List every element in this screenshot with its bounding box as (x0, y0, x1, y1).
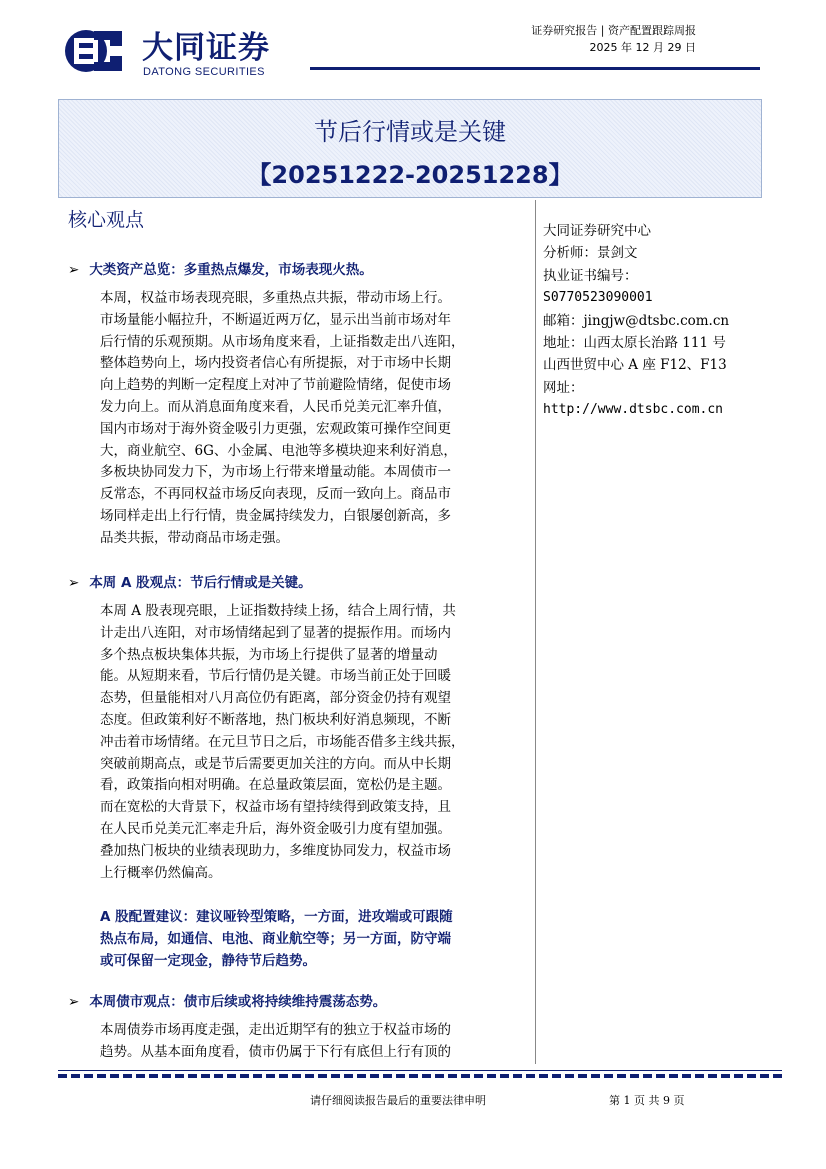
text-line: 多个热点板块集体共振，为市场上行提供了显著的增量动 (100, 646, 438, 663)
website-link[interactable]: http://www.dtsbc.com.cn (543, 402, 724, 418)
logo-text-en: DATONG SECURITIES (143, 66, 265, 78)
text-line: 后行情的乐观预期。从市场角度来看，上证指数走出八连阳， (100, 333, 465, 350)
address-line-2: 山西世贸中心 A 座 F12、F13 (543, 357, 727, 374)
report-period: 【20251222-20251228】 (247, 161, 573, 189)
text-line: 场同样走出上行行情，贵金属持续发力，白银屡创新高，多 (100, 507, 451, 524)
arrow-bullet-icon: ➢ (68, 994, 80, 1010)
text-line: 或可保留一定现金，静待节后趋势。 (100, 952, 316, 969)
text-line: 本周 A 股表现亮眼，上证指数持续上扬，结合上周行情，共 (100, 603, 456, 619)
text-line: 国内市场对于海外资金吸引力更强，宏观政策可操作空间更 (100, 420, 451, 437)
bullet-heading-3 (68, 990, 386, 1010)
text-line: 市场量能小幅拉升，不断逼近两万亿，显示出当前市场对年 (100, 311, 451, 328)
text-line: 大，商业航空、6G、小金属、电池等多模块迎来利好消息， (100, 442, 457, 459)
text-line: 叠加热门板块的业绩表现助力，多维度协同发力，权益市场 (100, 842, 451, 859)
text-line: 热点布局，如通信、电池、商业航空等；另一方面，防守端 (100, 930, 451, 947)
text-line: 本周，权益市场表现亮眼，多重热点共振，带动市场上行。 (100, 290, 451, 306)
bullet-text: 大类资产总览：多重热点爆发，市场表现火热。 (89, 262, 373, 278)
analyst-info (543, 220, 773, 422)
bullet-heading-1 (68, 258, 373, 278)
paragraph-a-share-view (100, 601, 530, 884)
text-line: 态势，但量能相对八月高位仍有距离，部分资金仍持有观望 (100, 690, 451, 707)
bullet-text: 本周 A 股观点：节后行情或是关键。 (89, 575, 312, 591)
title-banner (58, 99, 762, 198)
text-line: 突破前期高点，或是节后需要更加关注的方向。而从中长期 (100, 755, 451, 772)
bullet-text: 本周债市观点：债市后续或将持续维持震荡态势。 (89, 994, 387, 1010)
logo-text-cn: 大同证券 (142, 30, 270, 66)
paragraph-asset-overview (100, 288, 530, 550)
text-line: 向上趋势的判断一定程度上对冲了节前避险情绪，促使市场 (100, 377, 451, 394)
text-line: 冲击着市场情绪。在元旦节日之后，市场能否借多主线共振， (100, 733, 465, 750)
header-rule (310, 67, 760, 70)
report-type: 证券研究报告 | 资产配置跟踪周报 (531, 24, 696, 37)
page-number: 第 1 页 共 9 页 (609, 1094, 685, 1107)
column-divider (535, 200, 536, 1064)
legal-disclaimer-note: 请仔细阅读报告最后的重要法律申明 (310, 1094, 486, 1107)
bullet-heading-2 (68, 571, 312, 591)
text-line: 上行概率仍然偏高。 (100, 864, 222, 881)
text-line: 计走出八连阳，对市场情绪起到了显著的提振作用。而场内 (100, 624, 451, 641)
text-line: 整体趋势向上，场内投资者信心有所提振，对于市场中长期 (100, 355, 451, 372)
address-line-1: 地址：山西太原长治路 111 号 (543, 335, 726, 352)
company-logo (64, 26, 284, 84)
footer-rule (58, 1070, 782, 1079)
text-line: 本周债券市场再度走强，走出近期罕有的独立于权益市场的 (100, 1022, 451, 1038)
section-title: 核心观点 (68, 209, 145, 231)
text-line: 看，政策指向相对明确。在总量政策层面，宽松仍是主题。 (100, 777, 451, 794)
cert-number: S0770523090001 (543, 290, 653, 306)
text-line: 趋势。从基本面角度看，债市仍属于下行有底但上行有顶的 (100, 1043, 451, 1060)
text-line: A 股配置建议：建议哑铃型策略，一方面，进攻端或可跟随 (100, 909, 453, 925)
text-line: 发力向上。而从消息面角度来看，人民币兑美元汇率升值， (100, 398, 451, 415)
report-title: 节后行情或是关键 (314, 118, 506, 146)
text-line: 在人民币兑美元汇率走升后，海外资金吸引力度有望加强。 (100, 820, 451, 837)
website-label: 网址： (543, 379, 584, 396)
text-line: 反常态，不再同权益市场反向表现，反而一致向上。商品市 (100, 486, 451, 503)
logo-mark-icon (64, 26, 124, 76)
paragraph-bond-view (100, 1020, 530, 1064)
text-line: 态度。但政策利好不断落地，热门板块利好消息频现，不断 (100, 711, 451, 728)
research-center: 大同证券研究中心 (543, 223, 651, 239)
text-line: 品类共振，带动商品市场走强。 (100, 529, 289, 546)
cert-label: 执业证书编号： (543, 267, 638, 284)
arrow-bullet-icon: ➢ (68, 575, 80, 591)
text-line: 多板块协同发力下，为市场上行带来增量动能。本周债市一 (100, 464, 451, 481)
email-address[interactable]: 邮箱：jingjw@dtsbc.com.cn (543, 312, 730, 329)
allocation-advice (100, 907, 530, 972)
arrow-bullet-icon: ➢ (68, 262, 80, 278)
text-line: 能。从短期来看，节后行情仍是关键。市场当前正处于回暖 (100, 668, 451, 685)
analyst-name: 分析师：景剑文 (543, 245, 638, 262)
text-line: 而在宽松的大背景下，权益市场有望持续得到政策支持，且 (100, 799, 451, 816)
report-date: 2025 年 12 月 29 日 (589, 41, 696, 54)
